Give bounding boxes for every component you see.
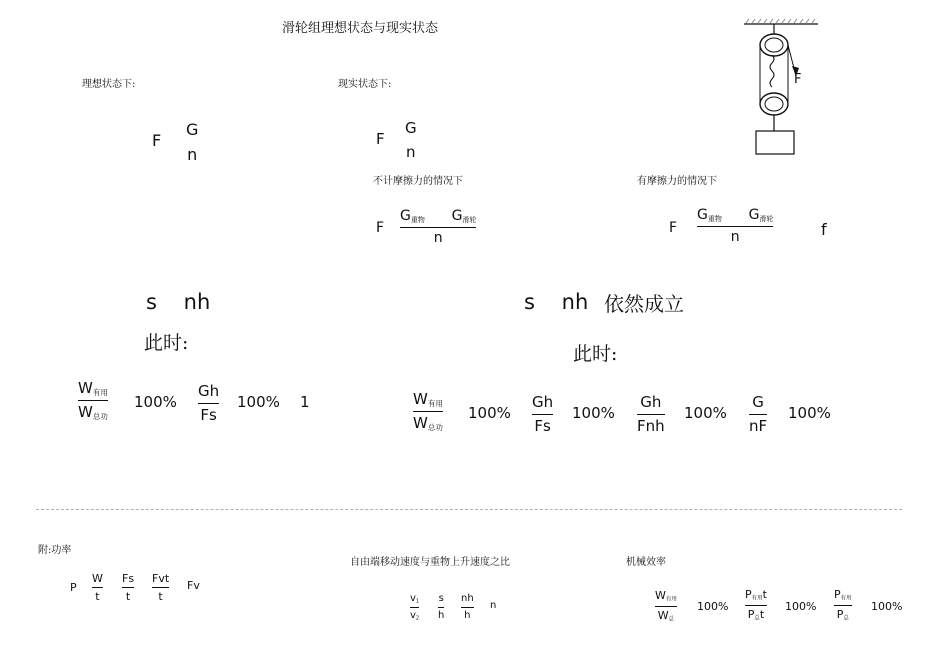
real-Gh2: Gh bbox=[640, 393, 662, 411]
fraction-bar bbox=[637, 414, 665, 415]
still-holds-text: 依然成立 bbox=[604, 292, 684, 316]
G-pulley-2: G bbox=[748, 207, 760, 223]
ideal-Gh-over-Fs bbox=[198, 384, 219, 423]
with-friction-fraction bbox=[697, 208, 773, 244]
P3: P bbox=[834, 588, 841, 601]
ideal-pct2: 100% bbox=[237, 393, 280, 411]
ideal-F: F bbox=[152, 131, 162, 150]
appendix-pct3: 100% bbox=[871, 600, 903, 613]
s-over-h bbox=[438, 594, 444, 621]
power-W: W bbox=[92, 572, 103, 585]
real-nF: nF bbox=[749, 417, 768, 435]
P2: P bbox=[747, 607, 755, 621]
fraction-bar bbox=[834, 605, 852, 606]
ideal-efficiency-fraction bbox=[78, 381, 108, 421]
fraction-bar bbox=[92, 587, 103, 588]
real-at-this-time: 此时: bbox=[573, 343, 618, 365]
section-divider bbox=[36, 509, 902, 510]
G-weight-2-sub: 重物 bbox=[707, 214, 722, 223]
real-Gh-over-Fs bbox=[532, 395, 553, 434]
real-pct2: 100% bbox=[572, 404, 615, 422]
real-G2: G bbox=[752, 393, 764, 411]
fraction-bar bbox=[198, 403, 219, 404]
G-weight: G bbox=[400, 208, 411, 224]
real-G-over-n bbox=[405, 121, 417, 160]
ideal-W-den: W bbox=[78, 403, 93, 422]
ideal-at-this-time: 此时: bbox=[144, 332, 189, 354]
P3-sub: 有用 bbox=[840, 595, 852, 602]
W-over-t bbox=[92, 573, 103, 602]
real-F: F bbox=[376, 130, 385, 148]
power-Fs: Fs bbox=[122, 572, 135, 585]
appendix-P-fraction bbox=[834, 589, 852, 622]
real-pct1: 100% bbox=[468, 404, 511, 422]
ideal-W-den-sub: 总功 bbox=[92, 412, 108, 422]
Fvt-over-t bbox=[152, 573, 169, 602]
fraction-bar bbox=[697, 226, 773, 227]
ideal-G-over-n bbox=[186, 122, 198, 163]
ideal-G: G bbox=[186, 120, 199, 139]
ratio-nh: nh bbox=[461, 593, 474, 604]
real-Gh-over-Fnh bbox=[637, 395, 665, 434]
no-friction-label: 不计摩擦力的情况下 bbox=[373, 176, 463, 187]
ratio-n: n bbox=[490, 600, 497, 611]
ideal-one: 1 bbox=[300, 393, 310, 411]
appendix-W-den: W bbox=[657, 608, 669, 622]
v1-sub: 1 bbox=[415, 598, 420, 605]
power-t2: t bbox=[125, 590, 131, 603]
nh-over-h bbox=[461, 594, 474, 621]
ideal-Fs: Fs bbox=[200, 406, 217, 424]
real-W-num-sub: 有用 bbox=[427, 398, 443, 408]
power-t3: t bbox=[158, 590, 163, 603]
v2: v bbox=[410, 610, 416, 622]
fraction-bar bbox=[400, 227, 476, 228]
no-friction-fraction bbox=[400, 209, 476, 245]
ideal-n: n bbox=[187, 145, 198, 164]
hanging-weight bbox=[756, 131, 794, 154]
real-Fs: Fs bbox=[534, 417, 551, 435]
fraction-bar bbox=[438, 607, 444, 608]
v2-sub: 2 bbox=[415, 615, 420, 622]
fixed-pulley bbox=[760, 34, 788, 56]
G-pulley: G bbox=[451, 208, 463, 224]
real-F3: F bbox=[669, 220, 678, 236]
v1: v bbox=[410, 593, 416, 604]
G-weight-sub: 重物 bbox=[410, 215, 425, 224]
power-t1: t bbox=[95, 590, 100, 603]
appendix-W-den-sub: 总 bbox=[668, 616, 675, 623]
diagram-F-label: F bbox=[794, 72, 802, 87]
real-efficiency-fraction bbox=[413, 392, 443, 432]
ratio-h2: h bbox=[464, 610, 471, 621]
real-state-label: 现实状态下: bbox=[338, 79, 392, 90]
efficiency-label: 机械效率 bbox=[626, 557, 666, 568]
friction-f: f bbox=[821, 220, 827, 239]
ceiling-hatch bbox=[746, 19, 815, 23]
P2-t: t bbox=[759, 607, 765, 621]
fraction-bar bbox=[152, 587, 169, 588]
fraction-bar bbox=[745, 605, 767, 606]
fraction-bar bbox=[655, 606, 677, 607]
fraction-bar bbox=[410, 607, 419, 608]
fraction-bar bbox=[749, 414, 767, 415]
real-G-over-nF bbox=[749, 395, 767, 434]
power-label: 附:功率 bbox=[38, 545, 72, 556]
G-weight-2: G bbox=[697, 207, 708, 223]
real-W-num: W bbox=[413, 390, 428, 408]
ideal-state-label: 理想状态下: bbox=[82, 79, 136, 90]
appendix-W-num-sub: 有用 bbox=[665, 596, 677, 603]
pulley-system-diagram bbox=[738, 18, 828, 160]
real-Gh: Gh bbox=[532, 393, 554, 411]
P2-sub: 总 bbox=[754, 615, 760, 622]
Fs-over-t bbox=[122, 573, 134, 602]
real-s-nh: s nh bbox=[524, 290, 589, 314]
ideal-pct1: 100% bbox=[134, 393, 177, 411]
G-pulley-sub: 滑轮 bbox=[462, 215, 477, 224]
movable-pulley bbox=[760, 93, 788, 115]
power-P: P bbox=[70, 581, 77, 594]
real-W-den: W bbox=[413, 414, 428, 433]
P4-sub: 总 bbox=[843, 615, 849, 622]
speed-ratio-label: 自由端移动速度与重物上升速度之比 bbox=[350, 557, 510, 568]
real-n: n bbox=[406, 143, 416, 161]
ratio-s: s bbox=[438, 593, 444, 604]
real-W-den-sub: 总功 bbox=[427, 423, 443, 433]
appendix-pct1: 100% bbox=[697, 600, 729, 613]
appendix-W-num: W bbox=[655, 589, 666, 602]
appendix-Pt-fraction bbox=[745, 589, 767, 622]
power-Fv: Fv bbox=[187, 579, 200, 592]
fraction-bar bbox=[78, 400, 108, 401]
real-pct3: 100% bbox=[684, 404, 727, 422]
real-F2: F bbox=[376, 220, 385, 236]
real-pct4: 100% bbox=[788, 404, 831, 422]
P1: P bbox=[745, 588, 752, 601]
G-pulley-2-sub: 滑轮 bbox=[759, 214, 774, 223]
ideal-W-num-sub: 有用 bbox=[92, 387, 108, 397]
fraction-bar bbox=[461, 607, 474, 608]
fraction-bar bbox=[532, 414, 553, 415]
ideal-W-num: W bbox=[78, 379, 93, 397]
no-friction-n: n bbox=[433, 229, 443, 246]
real-Fnh: Fnh bbox=[637, 417, 665, 435]
page-title: 滑轮组理想状态与现实状态 bbox=[282, 21, 439, 36]
v1-over-v2 bbox=[410, 594, 419, 622]
fraction-bar bbox=[413, 411, 443, 412]
ideal-Gh: Gh bbox=[198, 382, 220, 400]
appendix-pct2: 100% bbox=[785, 600, 817, 613]
fraction-bar bbox=[122, 587, 134, 588]
with-friction-label: 有摩擦力的情况下 bbox=[637, 176, 717, 187]
appendix-W-fraction bbox=[655, 590, 677, 623]
with-friction-n: n bbox=[730, 228, 740, 245]
real-G: G bbox=[405, 119, 417, 137]
ideal-s-nh: s nh bbox=[146, 290, 211, 314]
power-Fvt: Fvt bbox=[152, 572, 170, 585]
ratio-h1: h bbox=[438, 610, 445, 621]
P1-t: t bbox=[762, 588, 767, 601]
P4: P bbox=[836, 607, 844, 621]
P1-sub: 有用 bbox=[751, 595, 763, 602]
